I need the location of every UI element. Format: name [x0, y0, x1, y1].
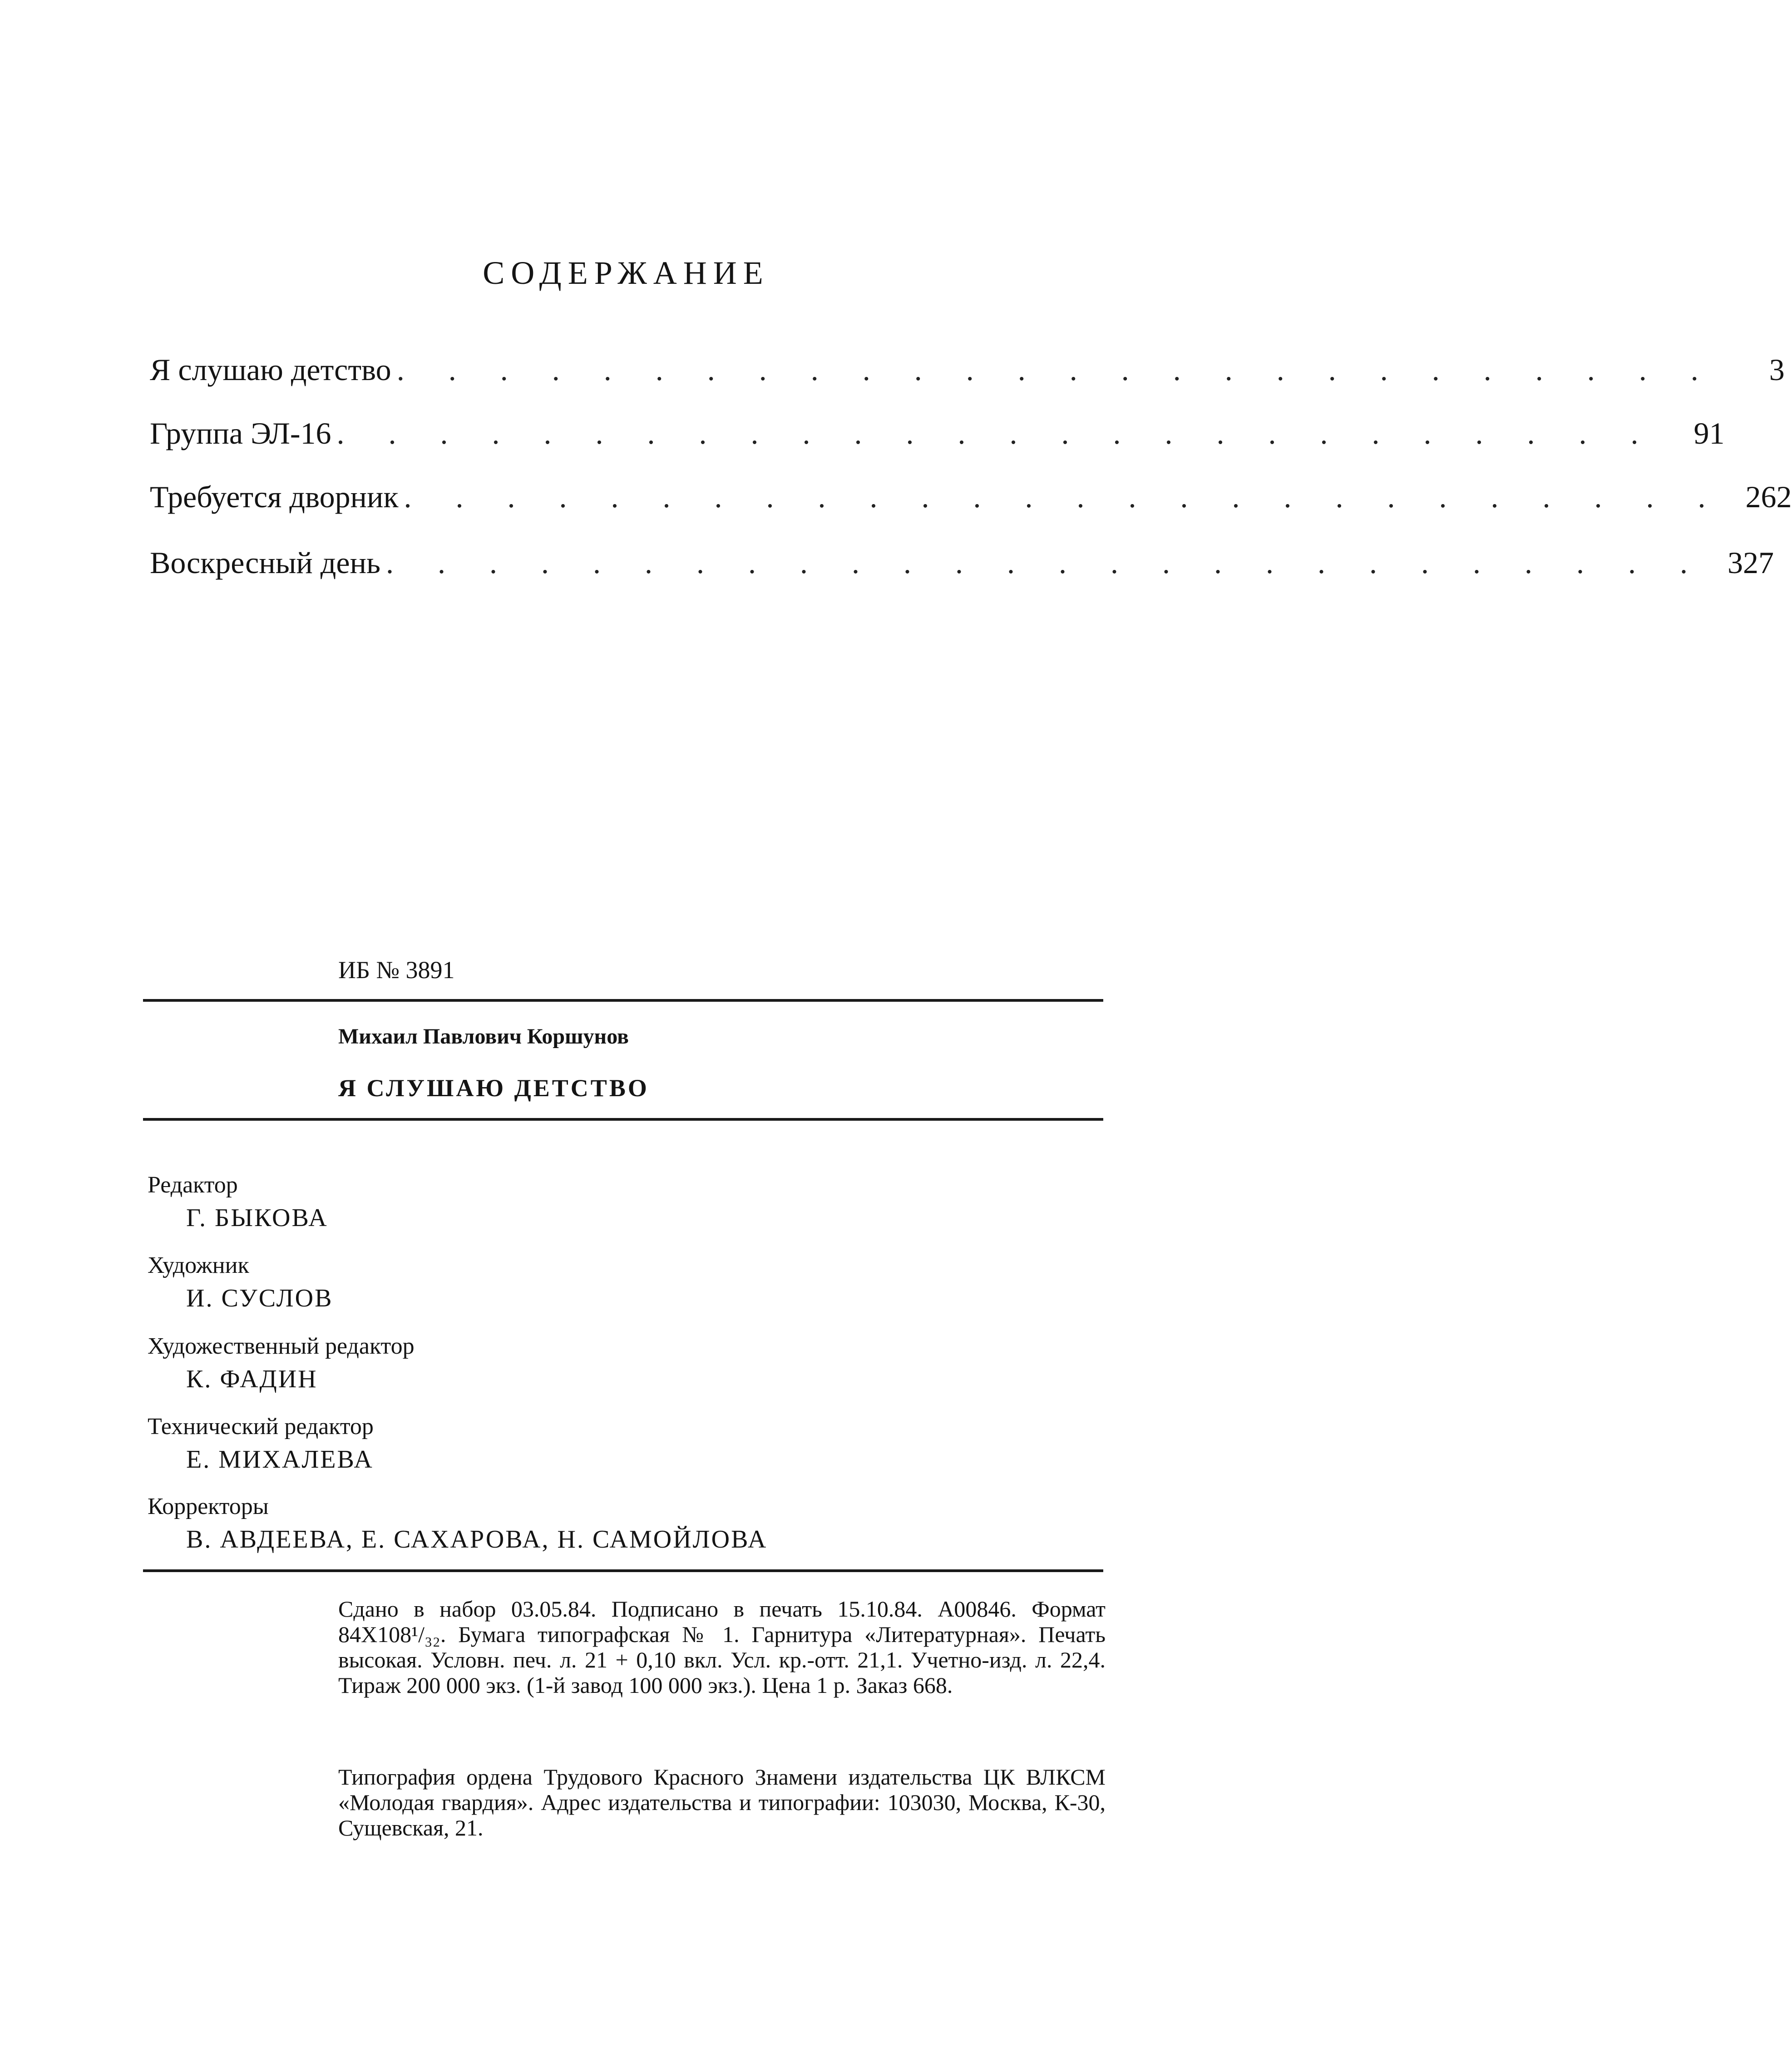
- divider-rule: [143, 999, 1103, 1002]
- divider-rule: [143, 1569, 1103, 1572]
- toc-leader-dots: . . . . . . . . . . . . . . . . . . . . . . . . . .: [336, 416, 1657, 450]
- toc-entry-title: Воскресный день: [150, 545, 380, 580]
- toc-entry: [150, 545, 1774, 595]
- author-name: Михаил Павлович Коршунов: [338, 1024, 629, 1049]
- toc-entry-title: Требуется дворник: [150, 480, 399, 514]
- ib-number: ИБ № 3891: [338, 956, 455, 984]
- contents-heading: СОДЕРЖАНИЕ: [483, 255, 770, 291]
- book-title: Я СЛУШАЮ ДЕТСТВО: [338, 1074, 649, 1102]
- print-details-text: Сдано в набор 03.05.84. Подписано в печать 15.10.84. А00846. Формат 84X108¹/₃₂. Бумага типографская № 1. Гарнитура «Литературная». Печать высокая. Условн. печ. л. 21 + 0,10 вкл. Усл. кр.-отт. 21,1. Учетно-изд. л. 22,4. Тираж 200 000 экз. (1-й завод 100 000 экз.). Цена 1 р. Заказ 668.: [338, 1596, 1106, 1698]
- credit-role: Корректоры: [148, 1494, 269, 1519]
- toc-entry-title: Группа ЭЛ-16: [150, 416, 331, 450]
- print-details: [338, 1596, 1106, 1698]
- credit-role: Технический редактор: [148, 1414, 374, 1440]
- printer-info: [338, 1764, 1106, 1840]
- printer-info-text: Типография ордена Трудового Красного Знамени издательства ЦК ВЛКСМ «Молодая гвардия». Адрес издательства и типографии: 103030, Москва, К-30, Сущевская, 21.: [338, 1764, 1106, 1840]
- toc-entry: [150, 479, 1792, 529]
- credit-names: К. ФАДИН: [186, 1365, 318, 1393]
- toc-entry: [150, 416, 1725, 465]
- toc-entry-page: 91: [1693, 416, 1725, 450]
- credit-names: Е. МИХАЛЕВА: [186, 1445, 374, 1474]
- toc-leader-dots: . . . . . . . . . . . . . . . . . . . . . . . . . .: [385, 545, 1706, 580]
- credit-names: В. АВДЕЕВА, Е. САХАРОВА, Н. САМОЙЛОВА: [186, 1525, 768, 1553]
- toc-entry-title: Я слушаю детство: [150, 352, 391, 387]
- toc-leader-dots: . . . . . . . . . . . . . . . . . . . . . . . . . .: [404, 480, 1724, 514]
- divider-rule: [143, 1118, 1103, 1121]
- toc-entry-page: 3: [1769, 352, 1785, 387]
- credit-names: И. СУСЛОВ: [186, 1284, 333, 1312]
- credit-role: Художник: [148, 1252, 249, 1278]
- toc-entry-page: 327: [1727, 545, 1774, 580]
- credit-role: Редактор: [148, 1172, 238, 1198]
- toc-leader-dots: . . . . . . . . . . . . . . . . . . . . . . . . . .: [396, 352, 1717, 387]
- credit-role: Художественный редактор: [148, 1333, 415, 1359]
- toc-entry-page: 262: [1745, 480, 1792, 514]
- toc-entry: [150, 352, 1785, 402]
- credit-names: Г. БЫКОВА: [186, 1204, 328, 1232]
